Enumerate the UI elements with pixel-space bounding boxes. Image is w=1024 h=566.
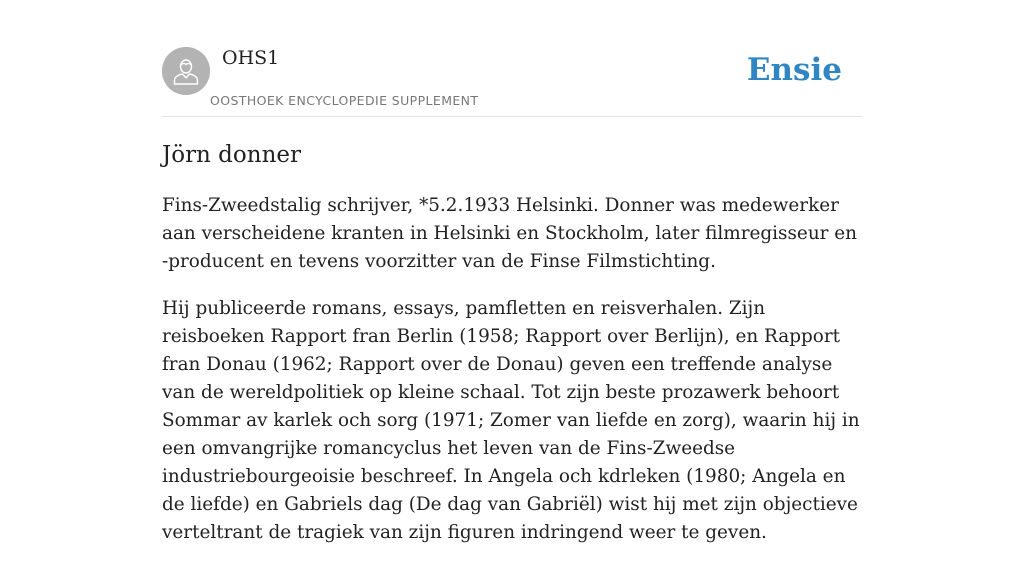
author-name[interactable]: OHS1 — [222, 47, 280, 69]
article-paragraph: Hij publiceerde romans, essays, pamfletten en reisverhalen. Zijn reisboeken Rapport fran Berlin (1958; Rapport over Berlijn), en Rapport fran Donau (1962; Rapport over de Donau) geven een treffende analyse van de wereldpolitiek op kleine schaal. Tot zijn beste prozawerk behoort Sommar av karlek och sorg (1971; Zomer van liefde en zorg), waarin hij in een omvangrijke romancyclus het leven van de Fins-Zweedse industriebourgeoisie beschreef. In Angela och kdrleken (1980; Angela en de liefde) en Gabriels dag (De dag van Gabriël) wist hij met zijn objectieve verteltrant de tragiek van zijn figuren indringend weer te geven. — [162, 298, 860, 543]
ensie-logo[interactable]: Ensie — [746, 52, 842, 88]
source-label[interactable]: OOSTHOEK ENCYCLOPEDIE SUPPLEMENT — [210, 93, 479, 108]
article-paragraph: Fins-Zweedstalig schrijver, *5.2.1933 Helsinki. Donner was medewerker aan verscheidene kranten in Helsinki en Stockholm, later filmregisseur en -producent en tevens voorzitter van de Finse Filmstichting. — [162, 195, 858, 272]
article-title: Jörn donner — [162, 142, 301, 168]
header — [162, 46, 862, 117]
article-body — [162, 192, 864, 566]
user-avatar-icon[interactable] — [162, 47, 210, 95]
